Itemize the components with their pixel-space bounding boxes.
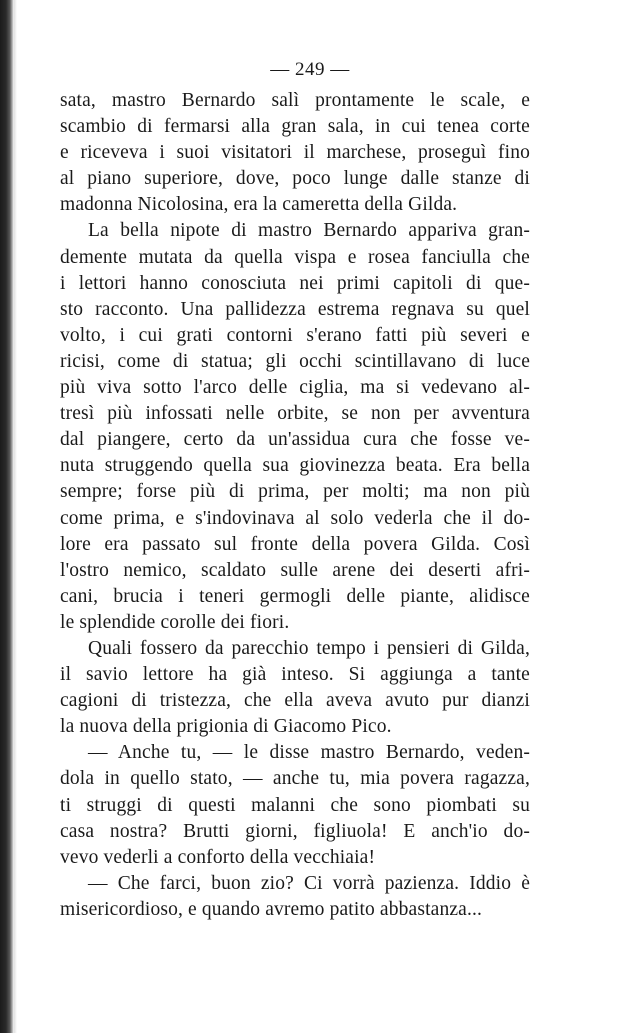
text-line: l'ostro nemico, scaldato sulle arene dei deserti afri-	[60, 559, 530, 581]
text-line: casa nostra? Brutti giorni, figliuola! E anch'io do-	[60, 820, 530, 842]
text-line: ricisi, come di statua; gli occhi scintillavano di luce	[60, 350, 530, 372]
text-line: scambio di fermarsi alla gran sala, in cui tenea corte	[60, 116, 530, 138]
text-line: lore era passato sul fronte della povera Gilda. Così	[60, 533, 530, 555]
text-line: il savio lettore ha già inteso. Si aggiunga a tante	[60, 664, 530, 686]
text-line: più viva sotto l'arco delle ciglia, ma si vedevano al-	[60, 377, 530, 399]
page-body-text	[60, 88, 530, 923]
text-line: come prima, e s'indovinava al solo vederla che il do-	[60, 507, 530, 529]
text-line: misericordioso, e quando avremo patito abbastanza...	[60, 898, 483, 920]
text-line: — Che farci, buon zio? Ci vorrà pazienza. Iddio è	[88, 872, 530, 894]
text-line: i lettori hanno conosciuta nei primi capitoli di que-	[60, 272, 530, 294]
text-line: volto, i cui grati contorni s'erano fatti più severi e	[60, 324, 530, 346]
text-line: La bella nipote di mastro Bernardo appariva gran-	[88, 220, 530, 242]
text-line: sata, mastro Bernardo salì prontamente le scale, e	[60, 90, 530, 111]
text-line: dola in quello stato, — anche tu, mia povera ragazza,	[60, 768, 530, 790]
text-line: tresì più infossati nelle orbite, se non per avventura	[60, 403, 530, 425]
text-line: e riceveva i suoi visitatori il marchese, proseguì fino	[60, 142, 530, 164]
text-line: nuta struggendo quella sua giovinezza beata. Era bella	[60, 455, 530, 477]
text-line: cani, brucia i teneri germogli delle piante, alidisce	[60, 585, 530, 607]
text-line: vevo vederli a conforto della vecchiaia!	[60, 846, 376, 868]
text-line: cagioni di tristezza, che ella aveva avuto pur dianzi	[60, 690, 530, 712]
page-number: — 249 —	[270, 59, 350, 80]
book-page	[60, 54, 530, 923]
text-line: demente mutata da quella vispa e rosea fanciulla che	[60, 246, 530, 268]
text-line: madonna Nicolosina, era la cameretta della Gilda.	[60, 194, 458, 216]
text-line: dal piangere, certo da un'assidua cura che fosse ve-	[60, 429, 530, 451]
text-line: sempre; forse più di prima, per molti; ma non più	[60, 481, 530, 503]
text-line: le splendide corolle dei fiori.	[60, 611, 290, 633]
text-line: la nuova della prigionia di Giacomo Pico.	[60, 716, 392, 738]
scan-binding-edge	[0, 0, 14, 1033]
text-line: ti struggi di questi malanni che sono piombati su	[60, 794, 530, 816]
text-line: al piano superiore, dove, poco lunge dalle stanze di	[60, 168, 530, 190]
text-line: Quali fossero da parecchio tempo i pensieri di Gilda,	[88, 637, 530, 659]
text-line: — Anche tu, — le disse mastro Bernardo, veden-	[88, 742, 530, 764]
text-line: sto racconto. Una pallidezza estrema regnava su quel	[60, 298, 530, 320]
